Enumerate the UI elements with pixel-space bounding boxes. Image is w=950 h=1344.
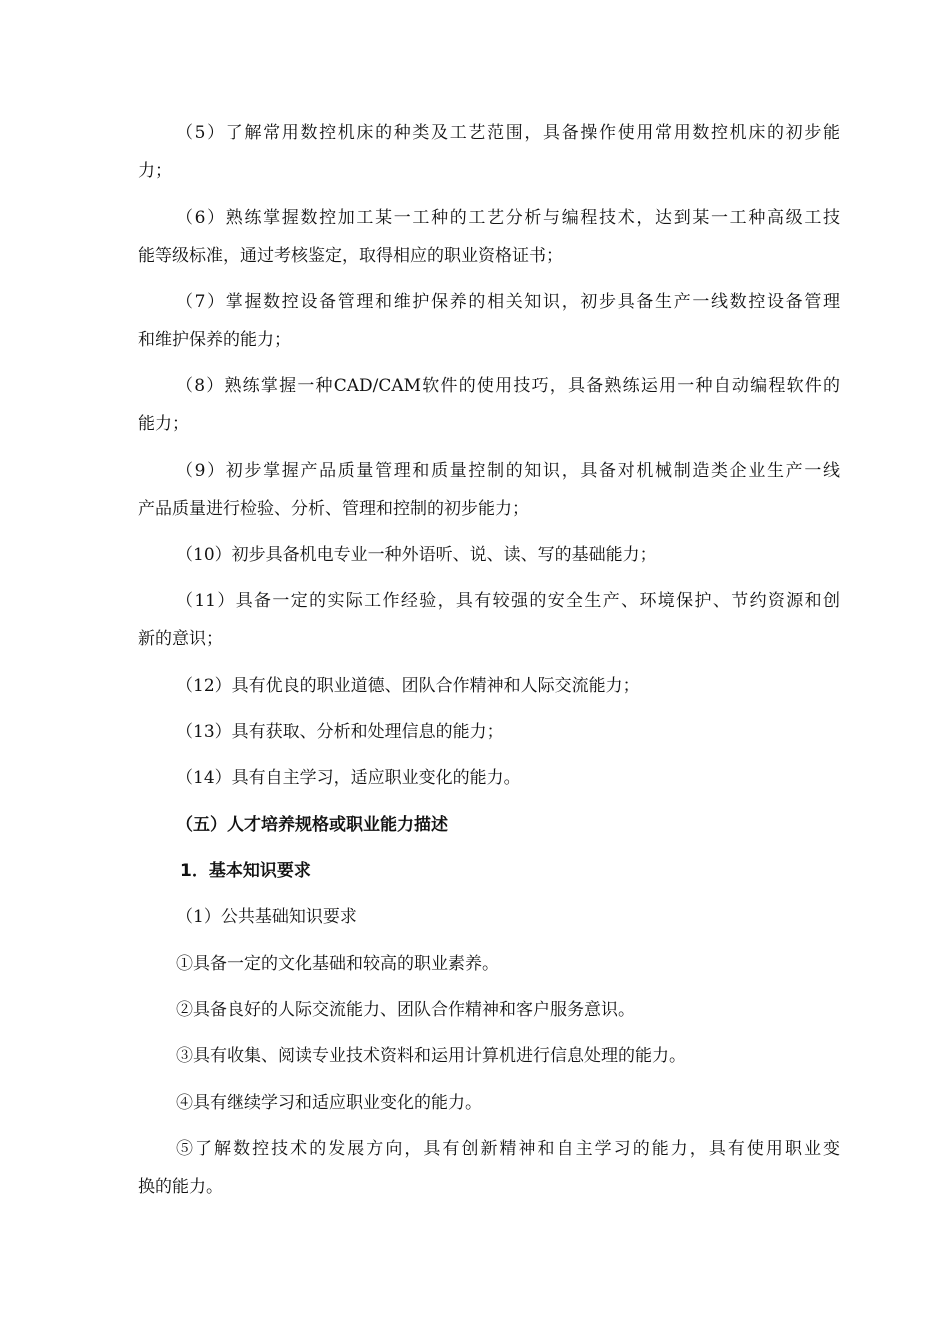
text-span: 能力； [138, 414, 189, 434]
text-line-item-5 [0, 121, 950, 145]
section-heading [0, 813, 950, 837]
text-line-item-8 [0, 374, 950, 398]
text-line-item-9 [0, 459, 950, 483]
text-line-item-11 [0, 589, 950, 613]
list-item-2 [0, 998, 950, 1022]
text-span: （1）公共基础知识要求 [176, 907, 357, 927]
text-span: 和维护保养的能力； [138, 330, 291, 350]
text-span: 新的意识； [138, 629, 223, 649]
heading-text: （五）人才培养规格或职业能力描述 [176, 815, 448, 835]
subsection-heading [0, 859, 950, 883]
text-line-item-8-cont [0, 412, 950, 436]
list-item-5 [0, 1137, 950, 1161]
list-item-4 [0, 1091, 950, 1115]
heading-text: 1．基本知识要求 [180, 861, 311, 881]
text-span: 换的能力。 [138, 1177, 223, 1197]
text-span: 力； [138, 161, 172, 181]
text-line-item-7-cont [0, 328, 950, 352]
text-span: ③具有收集、阅读专业技术资料和运用计算机进行信息处理的能力。 [176, 1046, 686, 1066]
text-span: ②具备良好的人际交流能力、团队合作精神和客户服务意识。 [176, 1000, 635, 1020]
text-span: （5）了解常用数控机床的种类及工艺范围，具备操作使用常用数控机床的初步能 [176, 123, 840, 143]
text-span: （11）具备一定的实际工作经验，具有较强的安全生产、环境保护、节约资源和创 [176, 591, 840, 611]
text-span: （10）初步具备机电专业一种外语听、说、读、写的基础能力； [176, 545, 657, 565]
sub-item-heading [0, 905, 950, 929]
text-span: ④具有继续学习和适应职业变化的能力。 [176, 1093, 482, 1113]
text-span: 产品质量进行检验、分析、管理和控制的初步能力； [138, 499, 529, 519]
list-item-5-cont [0, 1175, 950, 1199]
text-line-item-11-cont [0, 627, 950, 651]
text-line-item-14 [0, 766, 950, 790]
text-span: （13）具有获取、分析和处理信息的能力； [176, 722, 504, 742]
list-item-3 [0, 1044, 950, 1068]
text-line-item-9-cont [0, 497, 950, 521]
text-span: （6）熟练掌握数控加工某一工种的工艺分析与编程技术，达到某一工种高级工技 [176, 208, 840, 228]
text-span: （7）掌握数控设备管理和维护保养的相关知识，初步具备生产一线数控设备管理 [176, 292, 840, 312]
text-span: （8）熟练掌握一种CAD/CAM软件的使用技巧，具备熟练运用一种自动编程软件的 [176, 376, 840, 396]
text-line-item-6 [0, 206, 950, 230]
text-line-item-13 [0, 720, 950, 744]
text-span: ⑤了解数控技术的发展方向，具有创新精神和自主学习的能力，具有使用职业变 [176, 1139, 840, 1159]
text-line-item-12 [0, 674, 950, 698]
text-line-item-7 [0, 290, 950, 314]
text-span: （12）具有优良的职业道德、团队合作精神和人际交流能力； [176, 676, 640, 696]
text-line-item-6-cont [0, 244, 950, 268]
text-span: （9）初步掌握产品质量管理和质量控制的知识，具备对机械制造类企业生产一线 [176, 461, 840, 481]
text-line-item-10 [0, 543, 950, 567]
text-span: （14）具有自主学习，适应职业变化的能力。 [176, 768, 521, 788]
text-span: 能等级标准，通过考核鉴定，取得相应的职业资格证书； [138, 246, 563, 266]
text-span: ①具备一定的文化基础和较高的职业素养。 [176, 954, 499, 974]
text-line-item-5-cont [0, 159, 950, 183]
list-item-1 [0, 952, 950, 976]
